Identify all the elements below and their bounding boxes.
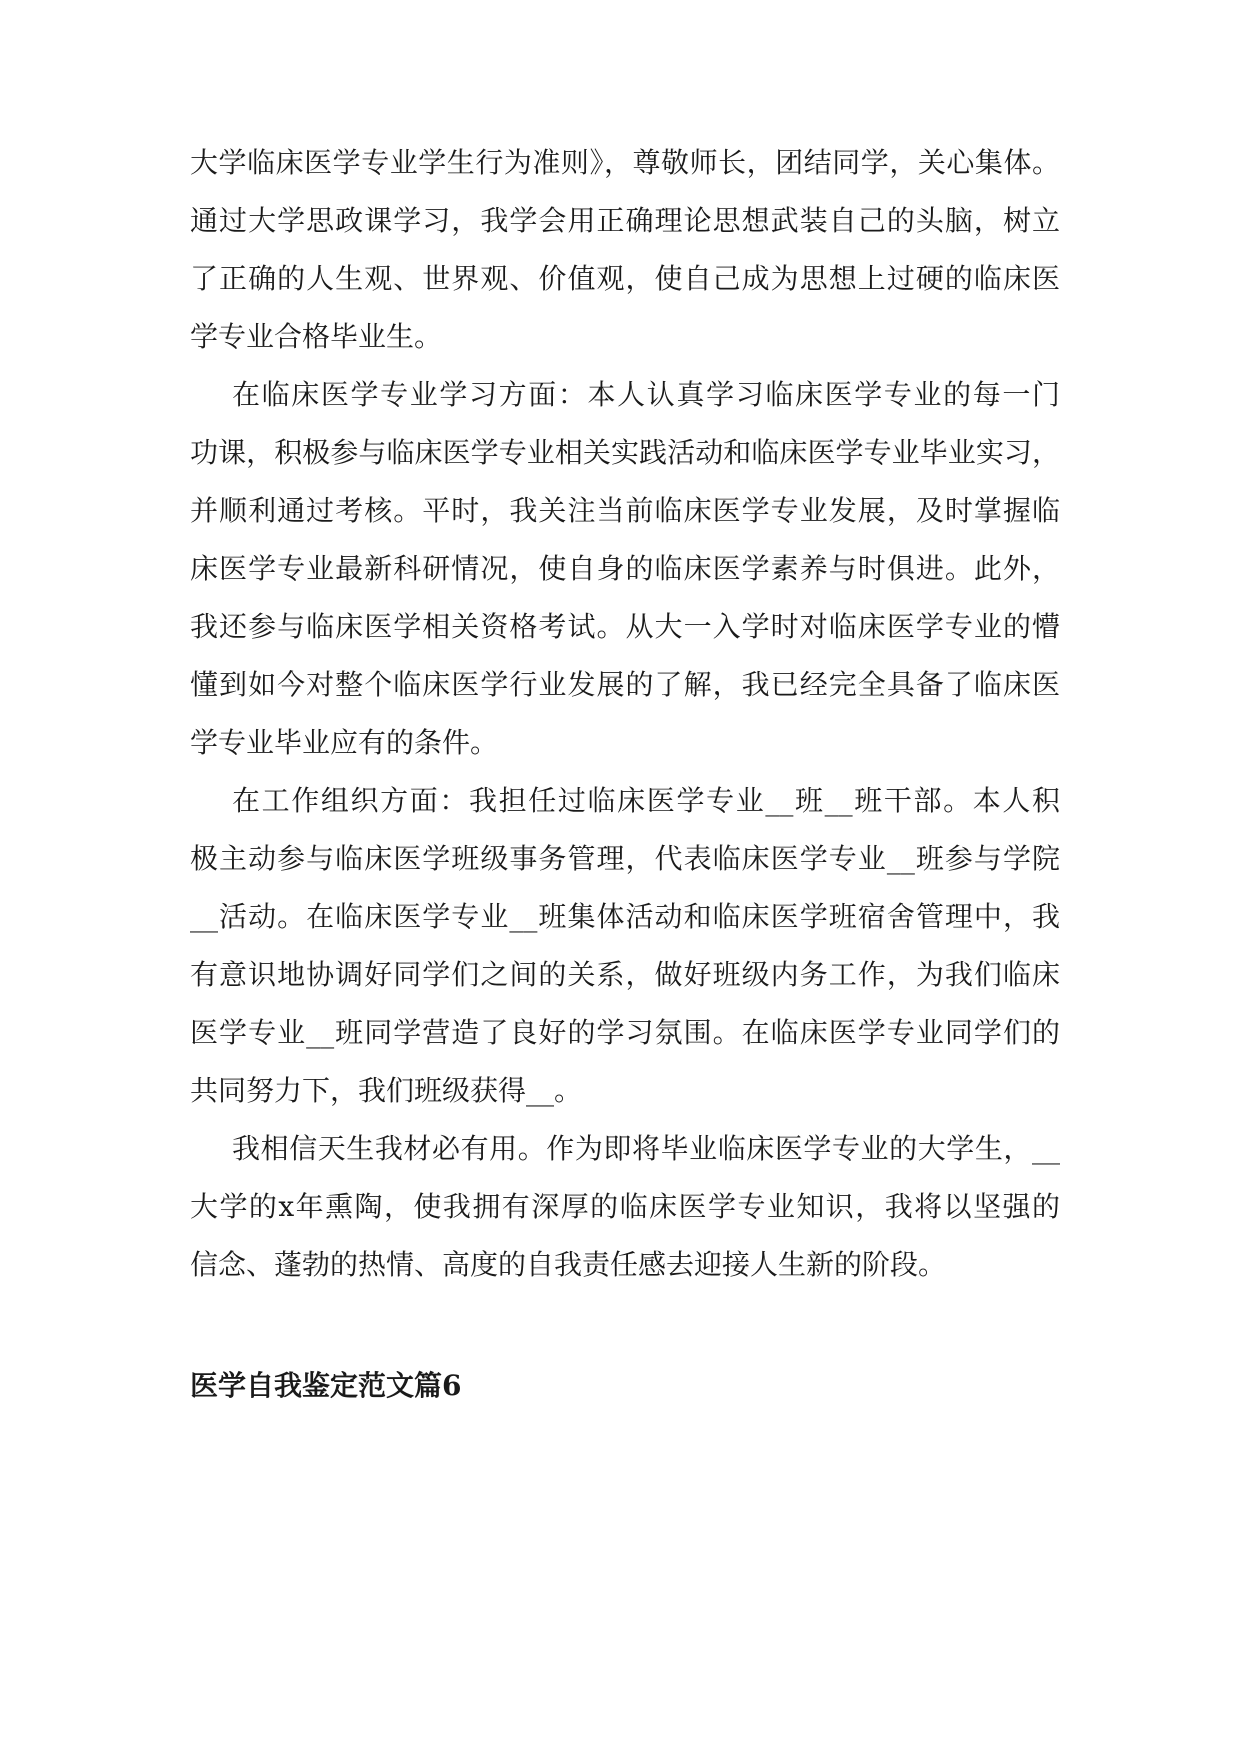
paragraph-line: 我还参与临床医学相关资格考试。从大一入学时对临床医学专业的懵: [190, 610, 1060, 643]
paragraph-line: 懂到如今对整个临床医学行业发展的了解，我已经完全具备了临床医: [190, 668, 1060, 701]
paragraph-line: 学专业合格毕业生。: [190, 320, 443, 353]
paragraph-line: 床医学专业最新科研情况，使自身的临床医学素养与时俱进。此外，: [190, 552, 1060, 585]
paragraph-line: 我相信天生我材必有用。作为即将毕业临床医学专业的大学生，__: [232, 1132, 1060, 1165]
paragraph-line: 医学专业__班同学营造了良好的学习氛围。在临床医学专业同学们的: [190, 1016, 1060, 1049]
paragraph-line: __活动。在临床医学专业__班集体活动和临床医学班宿舍管理中，我: [190, 900, 1060, 933]
paragraph-line: 极主动参与临床医学班级事务管理，代表临床医学专业__班参与学院: [190, 842, 1060, 875]
paragraph-line: 有意识地协调好同学们之间的关系，做好班级内务工作，为我们临床: [190, 958, 1060, 991]
paragraph-line: 在临床医学专业学习方面：本人认真学习临床医学专业的每一门: [232, 378, 1060, 411]
paragraph-line: 共同努力下，我们班级获得__。: [190, 1074, 583, 1107]
paragraph-line: 大学的x年熏陶，使我拥有深厚的临床医学专业知识，我将以坚强的: [190, 1190, 1060, 1223]
paragraph-line: 并顺利通过考核。平时，我关注当前临床医学专业发展，及时掌握临: [190, 494, 1060, 527]
paragraph-line: 学专业毕业应有的条件。: [190, 726, 499, 759]
paragraph-line: 在工作组织方面：我担任过临床医学专业__班__班干部。本人积: [232, 784, 1060, 817]
paragraph-line: 了正确的人生观、世界观、价值观，使自己成为思想上过硬的临床医: [190, 262, 1060, 295]
paragraph-line: 通过大学思政课学习，我学会用正确理论思想武装自己的头脑，树立: [190, 204, 1060, 237]
paragraph-line: 大学临床医学专业学生行为准则》，尊敬师长，团结同学，关心集体。: [190, 146, 1060, 179]
section-heading: 医学自我鉴定范文篇6: [190, 1369, 462, 1402]
paragraph-line: 信念、蓬勃的热情、高度的自我责任感去迎接人生新的阶段。: [190, 1248, 947, 1281]
paragraph-line: 功课，积极参与临床医学专业相关实践活动和临床医学专业毕业实习，: [190, 436, 1060, 469]
